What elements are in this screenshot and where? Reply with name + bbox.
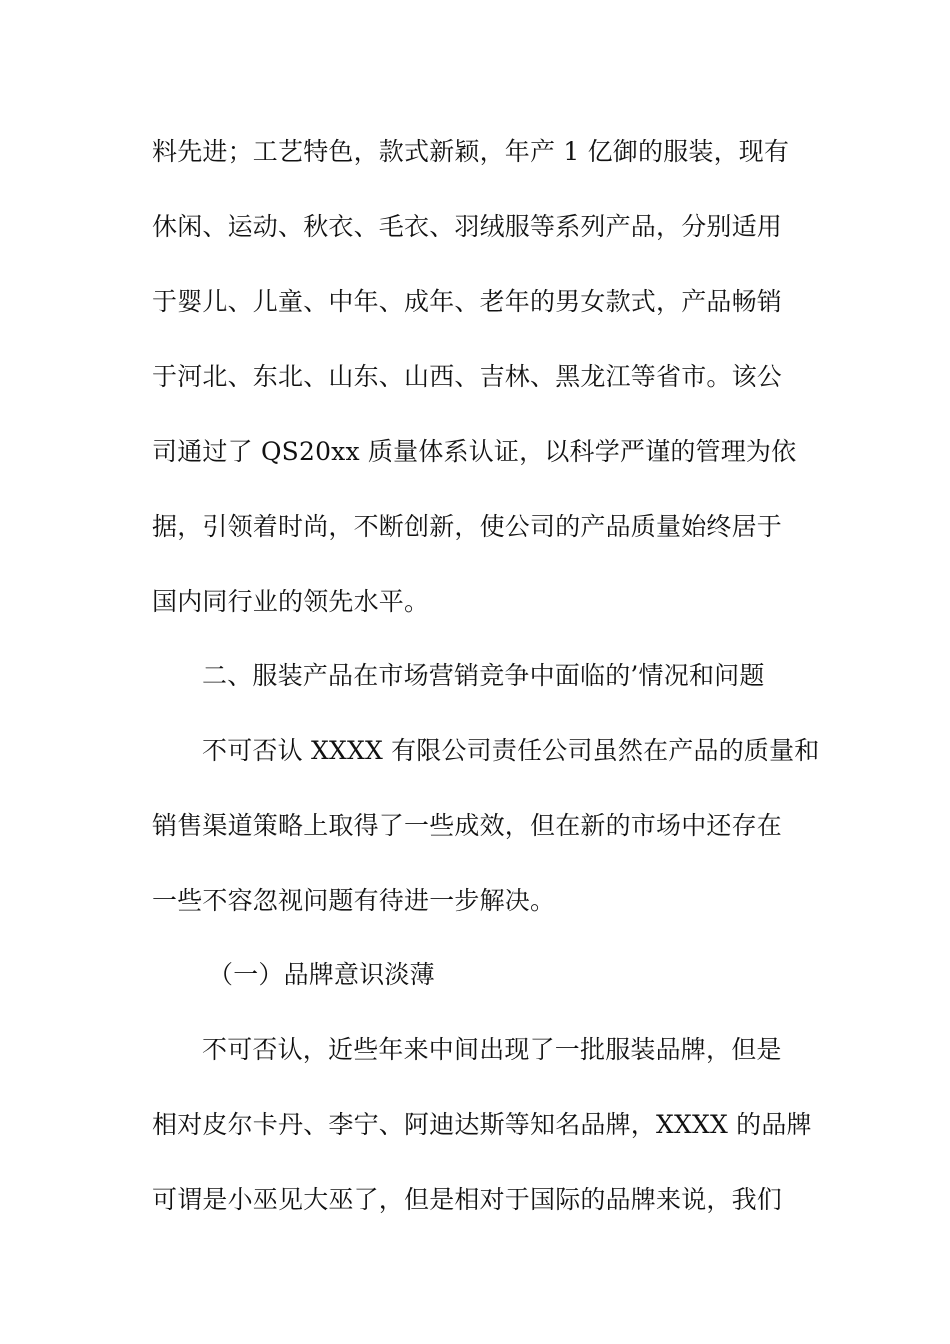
section-heading: 二、服装产品在市场营销竞争中面临的’情况和问题 (202, 661, 765, 690)
paragraph-line: 一些不容忽视问题有待进一步解决。 (152, 886, 556, 915)
paragraph-line: 不可否认 XXXX 有限公司责任公司虽然在产品的质量和 (202, 736, 820, 765)
paragraph-line: 相对皮尔卡丹、李宁、阿迪达斯等知名品牌，XXXX 的品牌 (152, 1110, 812, 1139)
paragraph-line: 可谓是小巫见大巫了，但是相对于国际的品牌来说，我们 (152, 1185, 783, 1214)
paragraph-line: 销售渠道策略上取得了一些成效，但在新的市场中还存在 (152, 811, 783, 840)
paragraph-line: 国内同行业的领先水平。 (152, 587, 430, 616)
paragraph-line: 于河北、东北、山东、山西、吉林、黑龙江等省市。该公 (152, 362, 783, 391)
paragraph-line: 休闲、运动、秋衣、毛衣、羽绒服等系列产品，分别适用 (152, 212, 783, 241)
paragraph-line: 据，引领着时尚，不断创新，使公司的产品质量始终居于 (152, 512, 783, 541)
paragraph-line: 于婴儿、儿童、中年、成年、老年的男女款式，产品畅销 (152, 287, 783, 316)
paragraph-line: 司通过了 QS20xx 质量体系认证，以科学严谨的管理为依 (152, 437, 797, 466)
paragraph-line: 不可否认，近些年来中间出现了一批服装品牌，但是 (202, 1035, 782, 1064)
paragraph-line: 料先进；工艺特色，款式新颖，年产 1 亿御的服装，现有 (152, 137, 790, 166)
subsection-heading: （一）品牌意识淡薄 (208, 960, 435, 989)
